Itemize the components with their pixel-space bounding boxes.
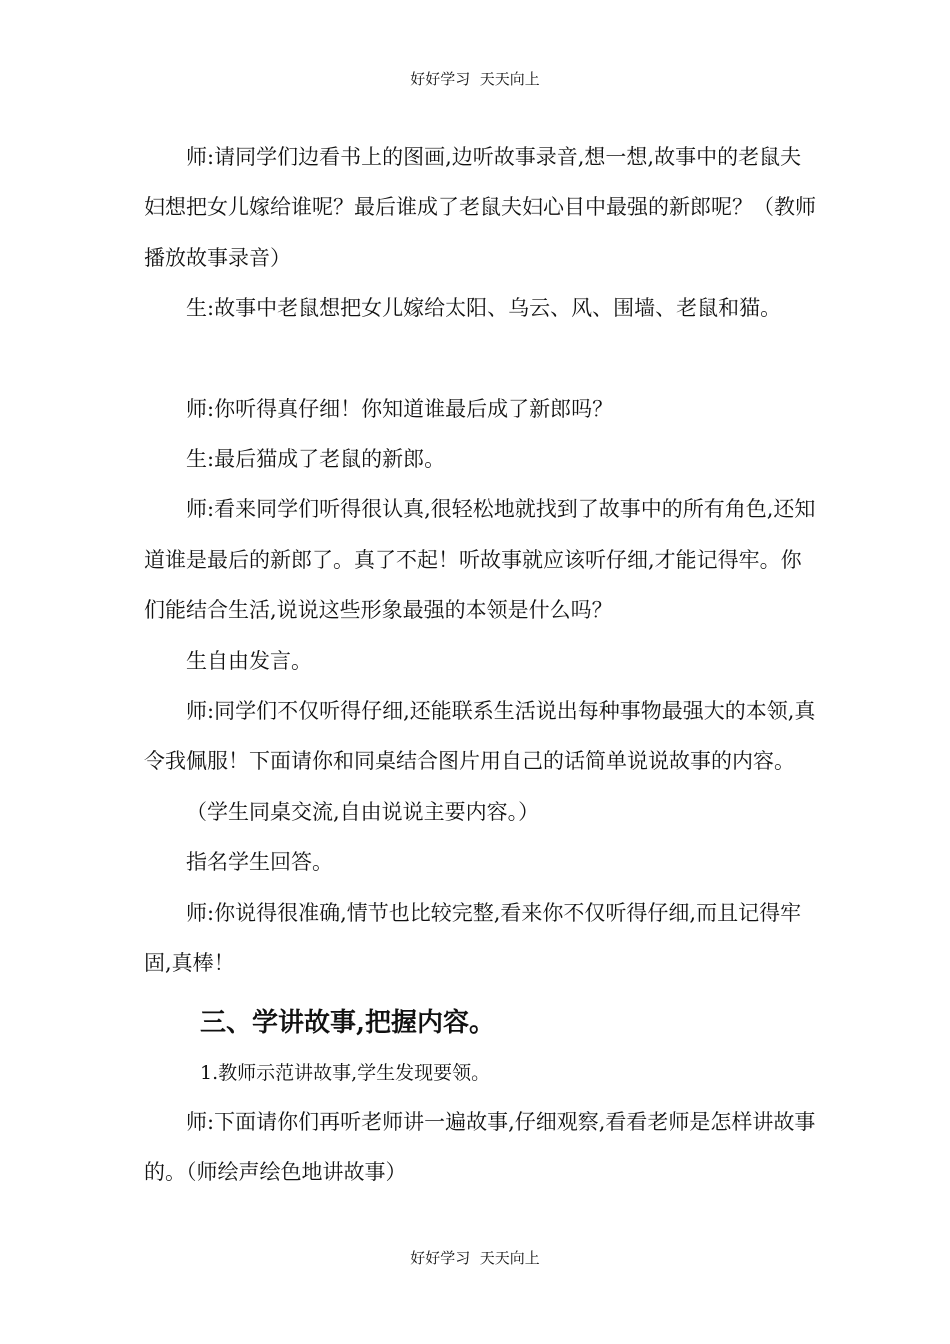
page-header: 好好学习 天天向上 [410,70,540,88]
paragraph-teacher-instruction: 师:同学们不仅听得仔细,还能联系生活说出每种事物最强大的本领,真令我佩服！下面请你和同桌结合图片用自己的话简单说说故事的内容。 [144,699,816,774]
section-heading: 三、学讲故事,把握内容。 [200,1007,496,1038]
paragraph-call-student: 指名学生回答。 [186,850,333,875]
document-body [144,132,816,1197]
paragraph-pair-exchange: （学生同桌交流,自由说说主要内容。） [186,799,540,824]
list-item: 1.教师示范讲故事,学生发现要领。 [200,1061,491,1084]
paragraph-teacher-praise: 师:你听得真仔细！你知道谁最后成了新郎吗？ [186,396,614,421]
paragraph-teacher-summary: 师:看来同学们听得很认真,很轻松地就找到了故事中的所有角色,还知道谁是最后的新郎了。真了不起！听故事就应该听仔细,才能记得牢。你们能结合生活,说说这些形象最强的本领是什么吗？ [144,497,816,623]
paragraph-free-speech: 生自由发言。 [186,648,312,673]
paragraph-student-reply: 生:最后猫成了老鼠的新郎。 [186,447,446,472]
blank-line [144,334,816,384]
page-footer: 好好学习 天天向上 [410,1249,540,1267]
paragraph-teacher-feedback: 师:你说得很准确,情节也比较完整,看来你不仅听得仔细,而且记得牢固,真棒！ [144,900,802,976]
paragraph-student-answer: 生:故事中老鼠想把女儿嫁给太阳、乌云、风、围墙、老鼠和猫。 [186,296,782,321]
paragraph-teacher-demo: 师:下面请你们再听老师讲一遍故事,仔细观察,看看老师是怎样讲故事的。（师绘声绘色地讲故事） [144,1109,816,1184]
paragraph-teacher-question: 师:请同学们边看书上的图画,边听故事录音,想一想,故事中的老鼠夫妇想把女儿嫁给谁呢？最后谁成了老鼠夫妇心目中最强的新郎呢？（教师播放故事录音） [144,145,816,270]
